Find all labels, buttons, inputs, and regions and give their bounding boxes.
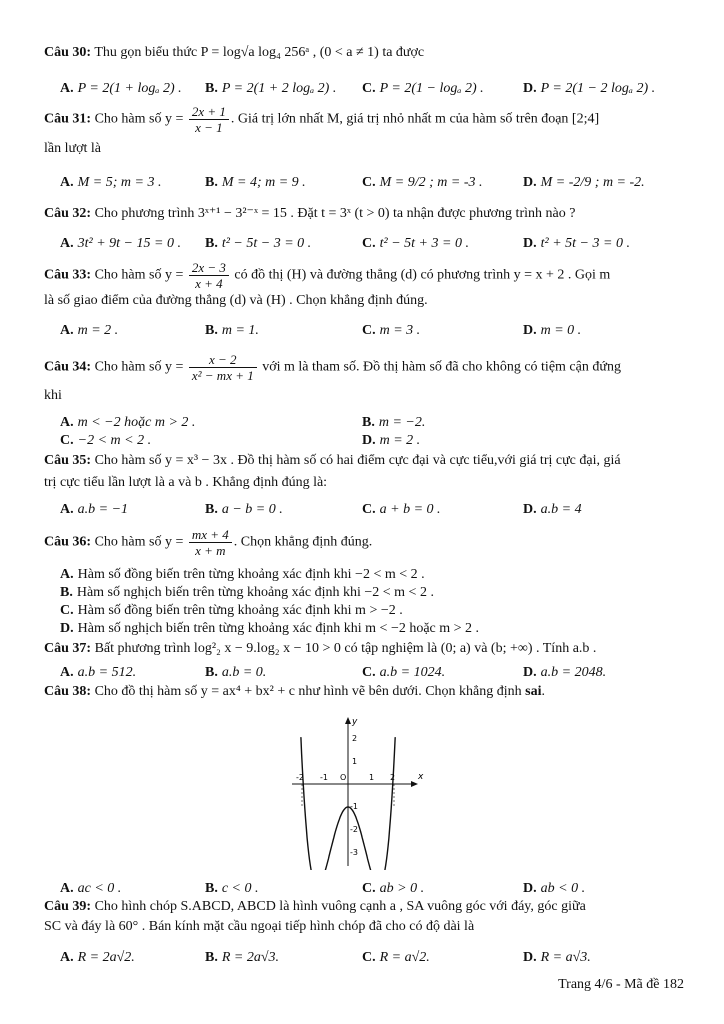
q36-option-a: A. Hàm số đồng biến trên từng khoảng xác định khi −2 < m < 2 . (60, 567, 425, 582)
quartic-function-graph (290, 712, 430, 870)
question-35-cont: trị cực tiểu lần lượt là a và b . Khẳng định đúng là: (44, 475, 328, 490)
q31-option-d: D. M = -2/9 ; m = -2. (523, 175, 645, 190)
q36-option-b: B. Hàm số nghịch biến trên từng khoảng xác định khi −2 < m < 2 . (60, 585, 434, 600)
page-footer: Trang 4/6 - Mã đề 182 (558, 977, 684, 992)
q32-option-c: C. t² − 5t + 3 = 0 . (362, 236, 469, 251)
question-31: Câu 31: Cho hàm số y = $\frac{2x + 1}{x - 1}$ . Giá trị lớn nhất M, giá trị nhỏ nhất m của hàm số trên đoạn [2;4] (44, 104, 600, 135)
question-34: Câu 34: Cho hàm số y = $\frac{x - 2}{\text{x² − mx + 1}}$ với m là tham số. Đồ thị hàm số đã cho không có tiệm cận đứng (44, 352, 621, 383)
q31-option-b: B. M = 4; m = 9 . (205, 175, 306, 190)
q30-option-b: B. P = 2(1 + 2 logₐ 2) . (205, 81, 337, 96)
q34-option-c: C. −2 < m < 2 . (60, 433, 152, 448)
y-tick-minus1: -1 (350, 802, 358, 811)
q33-option-a: A. m = 2 . (60, 323, 119, 338)
question-34-cont: khi (44, 388, 62, 403)
q37-option-a: A. a.b = 512. (60, 665, 137, 680)
q39-option-c: C. R = a√2. (362, 950, 430, 965)
y-tick-1: 1 (352, 757, 358, 766)
question-38: Câu 38: Cho đồ thị hàm số y = ax⁴ + bx² + c như hình vẽ bên dưới. Chọn khẳng định sai. (44, 684, 545, 699)
q36-option-d: D. Hàm số nghịch biến trên từng khoảng xác định khi m < −2 hoặc m > 2 . (60, 621, 480, 636)
q39-option-d: D. R = a√3. (523, 950, 591, 965)
y-tick-minus3: -3 (350, 848, 358, 857)
question-30: Câu 30: Thu gọn biểu thức P = log√a log₄ 256ᵃ , (0 < a ≠ 1) ta được (44, 45, 425, 60)
q35-option-c: C. a + b = 0 . (362, 502, 441, 517)
x-axis-label: x (418, 772, 424, 782)
question-32: Câu 32: Cho phương trình 3ˣ⁺¹ − 3²⁻ˣ = 15 . Đặt t = 3ˣ (t > 0) ta nhận được phương trình nào ? (44, 206, 576, 221)
question-33-cont: là số giao điểm của đường thẳng (d) và (H) . Chọn khẳng định đúng. (44, 293, 428, 308)
q38-option-d: D. ab < 0 . (523, 881, 586, 896)
q34-fraction: $\frac{x - 2}{\text{x² − mx + 1}}$ (189, 352, 257, 383)
q31-fraction: $\frac{2x + 1}{x - 1}$ (189, 104, 229, 135)
y-axis-label: y (352, 717, 358, 727)
q38-option-c: C. ab > 0 . (362, 881, 425, 896)
q32-option-b: B. t² − 5t − 3 = 0 . (205, 236, 312, 251)
q30-option-c: C. P = 2(1 − logₐ 2) . (362, 81, 484, 96)
question-35: Câu 35: Cho hàm số y = x³ − 3x . Đồ thị hàm số có hai điểm cực đại và cực tiểu,với giá trị cực đại, giá (44, 453, 621, 468)
q33-option-d: D. m = 0 . (523, 323, 582, 338)
q38-option-a: A. ac < 0 . (60, 881, 122, 896)
q30-option-a: A. P = 2(1 + logₐ 2) . (60, 81, 182, 96)
y-tick-minus2: -2 (350, 825, 358, 834)
x-tick-minus1: -1 (320, 773, 328, 782)
q39-option-a: A. R = 2a√2. (60, 950, 135, 965)
q30-option-d: D. P = 2(1 − 2 logₐ 2) . (523, 81, 656, 96)
q37-option-b: B. a.b = 0. (205, 665, 267, 680)
q32-option-a: A. 3t² + 9t − 15 = 0 . (60, 236, 181, 251)
question-39: Câu 39: Cho hình chóp S.ABCD, ABCD là hình vuông cạnh a , SA vuông góc với đáy, góc giữa (44, 899, 586, 914)
q34-option-a: A. m < −2 hoặc m > 2 . (60, 415, 196, 430)
q31-option-a: A. M = 5; m = 3 . (60, 175, 162, 190)
q33-option-b: B. m = 1. (205, 323, 259, 338)
question-33: Câu 33: Cho hàm số y = $\frac{2x - 3}{x + 4}$ có đồ thị (H) và đường thẳng (d) có phương trình y = x + 2 . Gọi m (44, 260, 611, 291)
q37-option-c: C. a.b = 1024. (362, 665, 446, 680)
q36-option-c: C. Hàm số đồng biến trên từng khoảng xác định khi m > −2 . (60, 603, 403, 618)
question-31-cont: lần lượt là (44, 141, 101, 156)
q33-option-c: C. m = 3 . (362, 323, 421, 338)
x-axis-arrow (411, 781, 418, 787)
q36-fraction: $\frac{mx + 4}{x + m}$ (189, 527, 232, 558)
question-37: Câu 37: Bất phương trình log²₂ x − 9.log₂ x − 10 > 0 có tập nghiệm là (0; a) và (b; +∞) . Tính a.b . (44, 641, 597, 656)
q32-option-d: D. t² + 5t − 3 = 0 . (523, 236, 630, 251)
x-tick-2: 2 (390, 773, 396, 782)
x-tick-minus2: -2 (296, 773, 304, 782)
q35-option-a: A. a.b = −1 (60, 502, 129, 517)
q35-option-b: B. a − b = 0 . (205, 502, 283, 517)
q39-option-b: B. R = 2a√3. (205, 950, 280, 965)
q34-option-d: D. m = 2 . (362, 433, 421, 448)
x-tick-1: 1 (369, 773, 375, 782)
origin-label: O (340, 773, 347, 782)
y-axis-arrow (345, 717, 351, 724)
y-tick-2: 2 (352, 734, 358, 743)
q31-option-c: C. M = 9/2 ; m = -3 . (362, 175, 483, 190)
q34-option-b: B. m = −2. (362, 415, 426, 430)
q33-fraction: $\frac{2x - 3}{x + 4}$ (189, 260, 229, 291)
q37-option-d: D. a.b = 2048. (523, 665, 607, 680)
question-36: Câu 36: Cho hàm số y = $\frac{mx + 4}{x + m}$ . Chọn khẳng định đúng. (44, 527, 373, 558)
q38-option-b: B. c < 0 . (205, 881, 259, 896)
q35-option-d: D. a.b = 4 (523, 502, 582, 517)
question-39-cont: SC và đáy là 60° . Bán kính mặt cầu ngoại tiếp hình chóp đã cho có độ dài là (44, 919, 475, 934)
